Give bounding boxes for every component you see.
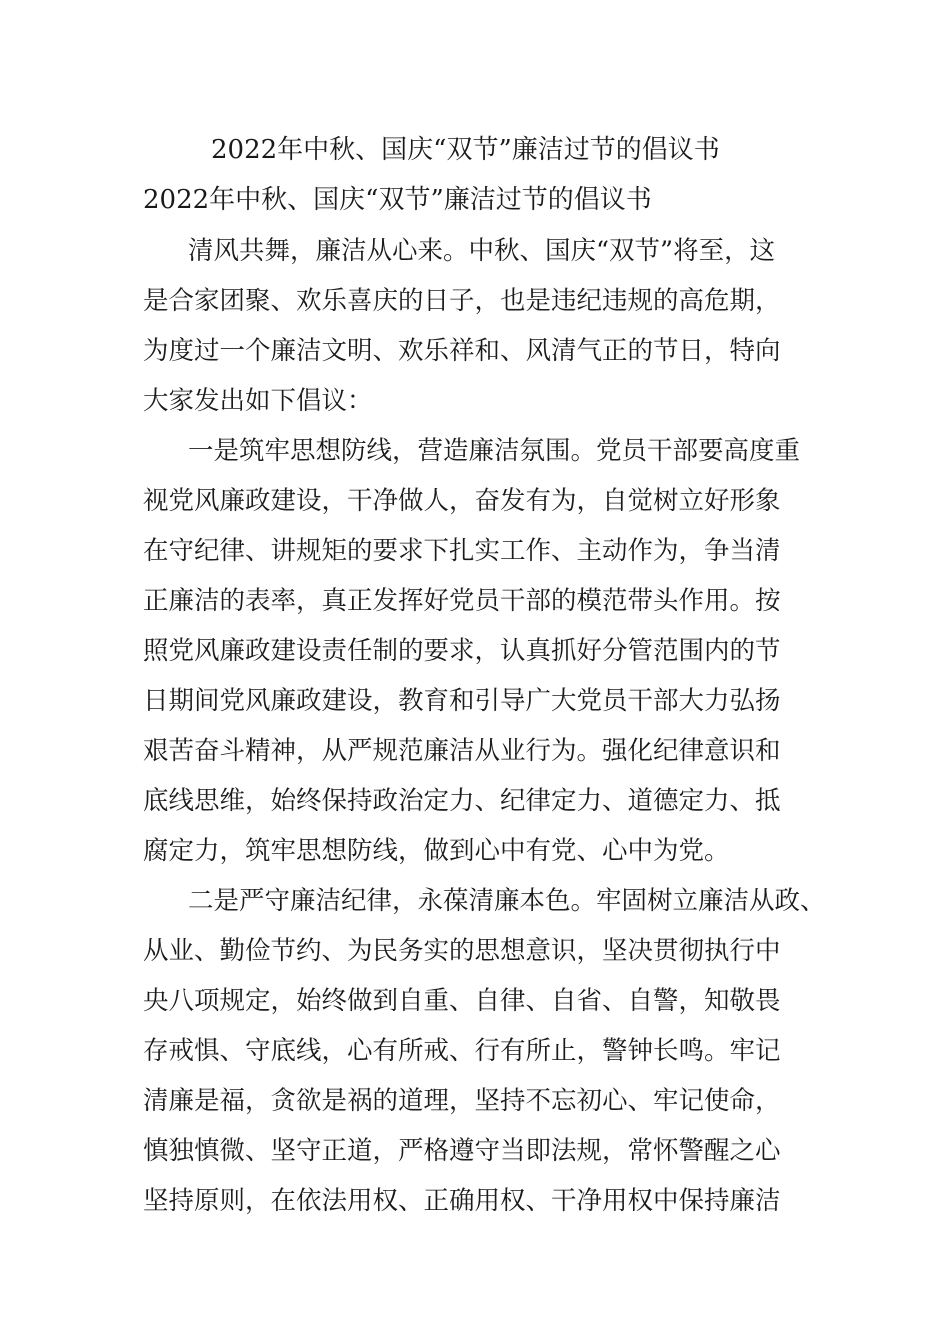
paragraph-line: 正廉洁的表率，真正发挥好党员干部的模范带头作用。按 [143, 586, 781, 616]
paragraph-line: 清风共舞，廉洁从心来。中秋、国庆“双节”将至，这 [188, 236, 776, 266]
paragraph-line: 为度过一个廉洁文明、欢乐祥和、风清气正的节日，特向 [143, 336, 781, 366]
paragraph-line: 视党风廉政建设，干净做人，奋发有为，自觉树立好形象 [143, 486, 781, 516]
paragraph-line: 底线思维，始终保持政治定力、纪律定力、道德定力、抵 [143, 786, 781, 816]
paragraph-line: 日期间党风廉政建设，教育和引导广大党员干部大力弘扬 [143, 686, 781, 716]
paragraph-line: 是合家团聚、欢乐喜庆的日子，也是违纪违规的高危期， [143, 286, 781, 316]
document-body [143, 232, 828, 1232]
paragraph-line: 在守纪律、讲规矩的要求下扎实工作、主动作为，争当清 [143, 536, 781, 566]
document-title: 2022年中秋、国庆“双节”廉洁过节的倡议书 [211, 135, 720, 165]
paragraph-line: 坚持原则，在依法用权、正确用权、干净用权中保持廉洁 [143, 1186, 781, 1216]
paragraph-line: 清廉是福，贪欲是祸的道理，坚持不忘初心、牢记使命， [143, 1086, 781, 1116]
paragraph-line: 照党风廉政建设责任制的要求，认真抓好分管范围内的节 [143, 636, 781, 666]
paragraph-line: 央八项规定，始终做到自重、自律、自省、自警，知敬畏 [143, 986, 781, 1016]
paragraph-line: 存戒惧、守底线，心有所戒、行有所止，警钟长鸣。牢记 [143, 1036, 781, 1066]
paragraph-line: 一是筑牢思想防线，营造廉洁氛围。党员干部要高度重 [188, 436, 801, 466]
paragraph-line: 二是严守廉洁纪律，永葆清廉本色。牢固树立廉洁从政、 [188, 886, 826, 916]
paragraph-line: 大家发出如下倡议： [143, 386, 373, 416]
paragraph-line: 从业、勤俭节约、为民务实的思想意识，坚决贯彻执行中 [143, 936, 781, 966]
paragraph-line: 腐定力，筑牢思想防线，做到心中有党、心中为党。 [143, 836, 730, 866]
paragraph-line: 艰苦奋斗精神，从严规范廉洁从业行为。强化纪律意识和 [143, 736, 781, 766]
document-subtitle: 2022年中秋、国庆“双节”廉洁过节的倡议书 [143, 185, 652, 215]
paragraph-line: 慎独慎微、坚守正道，严格遵守当即法规，常怀警醒之心 [143, 1136, 781, 1166]
